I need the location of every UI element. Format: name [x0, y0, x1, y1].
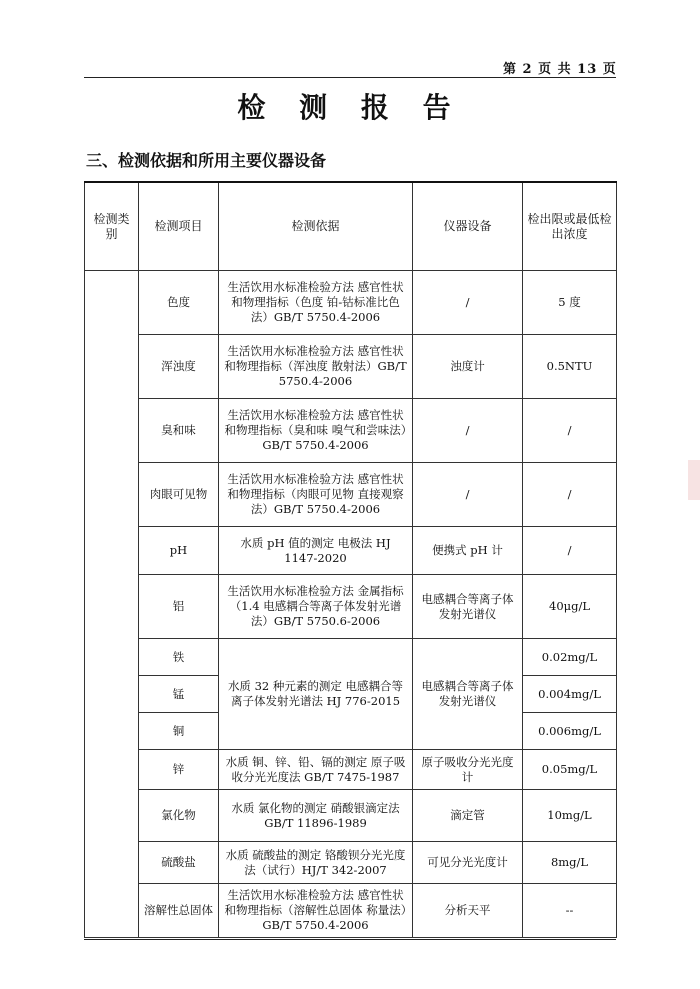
limit-cell: 10mg/L	[523, 790, 617, 842]
basis-cell: 生活饮用水标准检验方法 感官性状和物理指标（臭和味 嗅气和尝味法）GB/T 5750.4-2006	[219, 399, 413, 463]
item-cell: 色度	[139, 271, 219, 335]
basis-cell: 生活饮用水标准检验方法 感官性状和物理指标（浑浊度 散射法）GB/T 5750.4-2006	[219, 335, 413, 399]
page-indicator: 第 2 页 共 13 页	[503, 62, 617, 77]
limit-cell: /	[523, 463, 617, 527]
limit-cell: /	[523, 527, 617, 575]
limit-cell: 0.5NTU	[523, 335, 617, 399]
item-cell: 铝	[139, 575, 219, 639]
instrument-cell: 可见分光光度计	[413, 842, 523, 884]
header-rule	[84, 77, 616, 78]
limit-cell: 8mg/L	[523, 842, 617, 884]
basis-cell: 生活饮用水标准检验方法 感官性状和物理指标（肉眼可见物 直接观察法）GB/T 5750.4-2006	[219, 463, 413, 527]
table-row	[85, 750, 617, 790]
item-cell: pH	[139, 527, 219, 575]
instrument-cell: /	[413, 399, 523, 463]
basis-cell: 水质 硫酸盐的测定 铬酸钡分光光度法（试行）HJ/T 342-2007	[219, 842, 413, 884]
header-limit: 检出限或最低检出浓度	[523, 182, 617, 271]
section-heading: 三、检测依据和所用主要仪器设备	[86, 151, 327, 170]
header-item: 检测项目	[139, 182, 219, 271]
basis-cell: 生活饮用水标准检验方法 感官性状和物理指标（色度 铂-钴标准比色法）GB/T 5750.4-2006	[219, 271, 413, 335]
table-row	[85, 463, 617, 527]
table-row	[85, 527, 617, 575]
table-row	[85, 271, 617, 335]
limit-cell: 40μg/L	[523, 575, 617, 639]
table-row	[85, 842, 617, 884]
limit-cell: 5 度	[523, 271, 617, 335]
instrument-cell: /	[413, 463, 523, 527]
header-instrument: 仪器设备	[413, 182, 523, 271]
basis-cell: 生活饮用水标准检验方法 金属指标 （1.4 电感耦合等离子体发射光谱法）GB/T 5750.6-2006	[219, 575, 413, 639]
instrument-cell: 分析天平	[413, 884, 523, 938]
item-cell: 铁	[139, 639, 219, 676]
instrument-cell: /	[413, 271, 523, 335]
instrument-cell: 浊度计	[413, 335, 523, 399]
header-category: 检测类别	[85, 182, 139, 271]
table-row	[85, 575, 617, 639]
instrument-cell: 滴定管	[413, 790, 523, 842]
document-title: 检 测 报 告	[237, 91, 463, 124]
table-row	[85, 639, 617, 676]
limit-cell: 0.006mg/L	[523, 713, 617, 750]
item-cell: 锰	[139, 676, 219, 713]
instrument-cell: 电感耦合等离子体发射光谱仪	[413, 575, 523, 639]
table-row	[85, 790, 617, 842]
item-cell: 溶解性总固体	[139, 884, 219, 938]
item-cell: 臭和味	[139, 399, 219, 463]
item-cell: 铜	[139, 713, 219, 750]
limit-cell: 0.004mg/L	[523, 676, 617, 713]
basis-cell: 水质 氯化物的测定 硝酸银滴定法 GB/T 11896-1989	[219, 790, 413, 842]
limit-cell: /	[523, 399, 617, 463]
bottom-rule	[84, 939, 616, 940]
basis-cell: 水质 32 种元素的测定 电感耦合等离子体发射光谱法 HJ 776-2015	[219, 639, 413, 750]
item-cell: 浑浊度	[139, 335, 219, 399]
header-basis: 检测依据	[219, 182, 413, 271]
limit-cell: --	[523, 884, 617, 938]
category-cell	[85, 271, 139, 938]
item-cell: 硫酸盐	[139, 842, 219, 884]
seal-stamp-mark	[688, 460, 700, 500]
item-cell: 氯化物	[139, 790, 219, 842]
basis-cell: 水质 pH 值的测定 电极法 HJ 1147-2020	[219, 527, 413, 575]
table-header-row	[85, 182, 617, 271]
item-cell: 肉眼可见物	[139, 463, 219, 527]
basis-cell: 生活饮用水标准检验方法 感官性状和物理指标（溶解性总固体 称量法）GB/T 5750.4-2006	[219, 884, 413, 938]
table-row	[85, 884, 617, 938]
limit-cell: 0.02mg/L	[523, 639, 617, 676]
item-cell: 锌	[139, 750, 219, 790]
instrument-cell: 电感耦合等离子体发射光谱仪	[413, 639, 523, 750]
basis-cell: 水质 铜、锌、铅、镉的测定 原子吸收分光光度法 GB/T 7475-1987	[219, 750, 413, 790]
testing-basis-table	[84, 181, 617, 938]
table-row	[85, 335, 617, 399]
instrument-cell: 原子吸收分光光度计	[413, 750, 523, 790]
table-row	[85, 399, 617, 463]
instrument-cell: 便携式 pH 计	[413, 527, 523, 575]
limit-cell: 0.05mg/L	[523, 750, 617, 790]
